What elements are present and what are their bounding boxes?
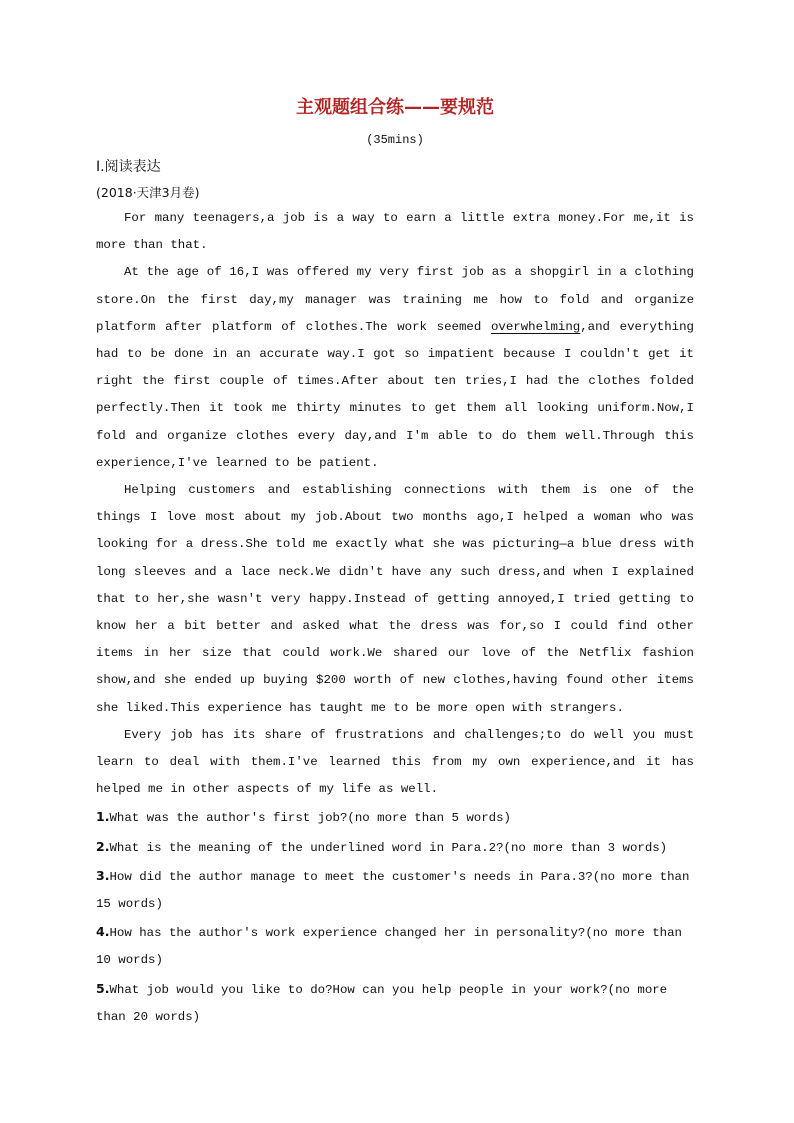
paragraph-1: For many teenagers,a job is a way to earn a little extra money.For me,it is more than that. (96, 211, 694, 253)
question-4 (96, 918, 694, 974)
section-heading: Ⅰ.阅读表达 (96, 159, 161, 175)
source-note: (2018·天津3月卷) (96, 185, 200, 200)
question-number: 2. (96, 838, 110, 854)
question-text: What is the meaning of the underlined word in Para.2?(no more than 3 words) (109, 840, 668, 855)
question-5 (96, 975, 694, 1031)
question-number: 1. (96, 809, 110, 825)
question-1 (96, 803, 694, 832)
question-3 (96, 862, 694, 918)
paragraph-3: Helping customers and establishing connections with them is one of the things I love most about my job.About two months ago,I helped a woman who was looking for a dress.She told me exactly what she was picturing—a blue dress with long sleeves and a lace neck.We didn't have any such dress,and when I explained that to her,she wasn't very happy.Instead of getting annoyed,I tried getting to know her a bit better and asked what the dress was for,so I could find other items in her size that could work.We shared our love of the Netflix fashion show,and she ended up buying $200 worth of new clothes,having found other items she liked.This experience has taught me to be more open with strangers. (96, 483, 694, 715)
paragraph-2 (96, 259, 694, 477)
question-number: 3. (96, 867, 110, 883)
paragraph-4: Every job has its share of frustrations and challenges;to do well you must learn to deal with them.I've learned this from my own experience,and it has helped me in other aspects of my life as well. (96, 727, 694, 797)
question-text: What was the author's first job?(no more than 5 words) (109, 811, 511, 826)
underlined-word: overwhelming (490, 319, 581, 334)
question-number: 5. (96, 980, 110, 996)
reading-passage (96, 205, 694, 803)
time-limit: (35mins) (366, 133, 424, 147)
page-title: 主观题组合练——要规范 (296, 97, 494, 118)
question-text: How has the author's work experience changed her in personality?(no more than 10 words) (96, 926, 682, 968)
question-text: What job would you like to do?How can you help people in your work?(no more than 20 words) (96, 982, 668, 1024)
document-page (96, 96, 694, 1031)
question-list (96, 803, 694, 1031)
question-2 (96, 833, 694, 862)
question-number: 4. (96, 924, 110, 940)
paragraph-2-part-1: At the age of 16,I was offered my very first job as a shopgirl in a clothing store.On the first day,my manager was training me how to fold and organize platform after platform of clothes.The work seemed (96, 265, 694, 334)
paragraph-2-part-2: ,and everything had to be done in an accurate way.I got so impatient because I couldn't get it right the first couple of times.After about ten tries,I had the clothes folded perfectly.Then it took me thirty minutes to get them all looking uniform.Now,I fold and organize clothes every day,and I'm able to do them well.Through this experience,I've learned to be patient. (96, 319, 694, 470)
question-text: How did the author manage to meet the customer's needs in Para.3?(no more than 15 words) (96, 869, 690, 912)
